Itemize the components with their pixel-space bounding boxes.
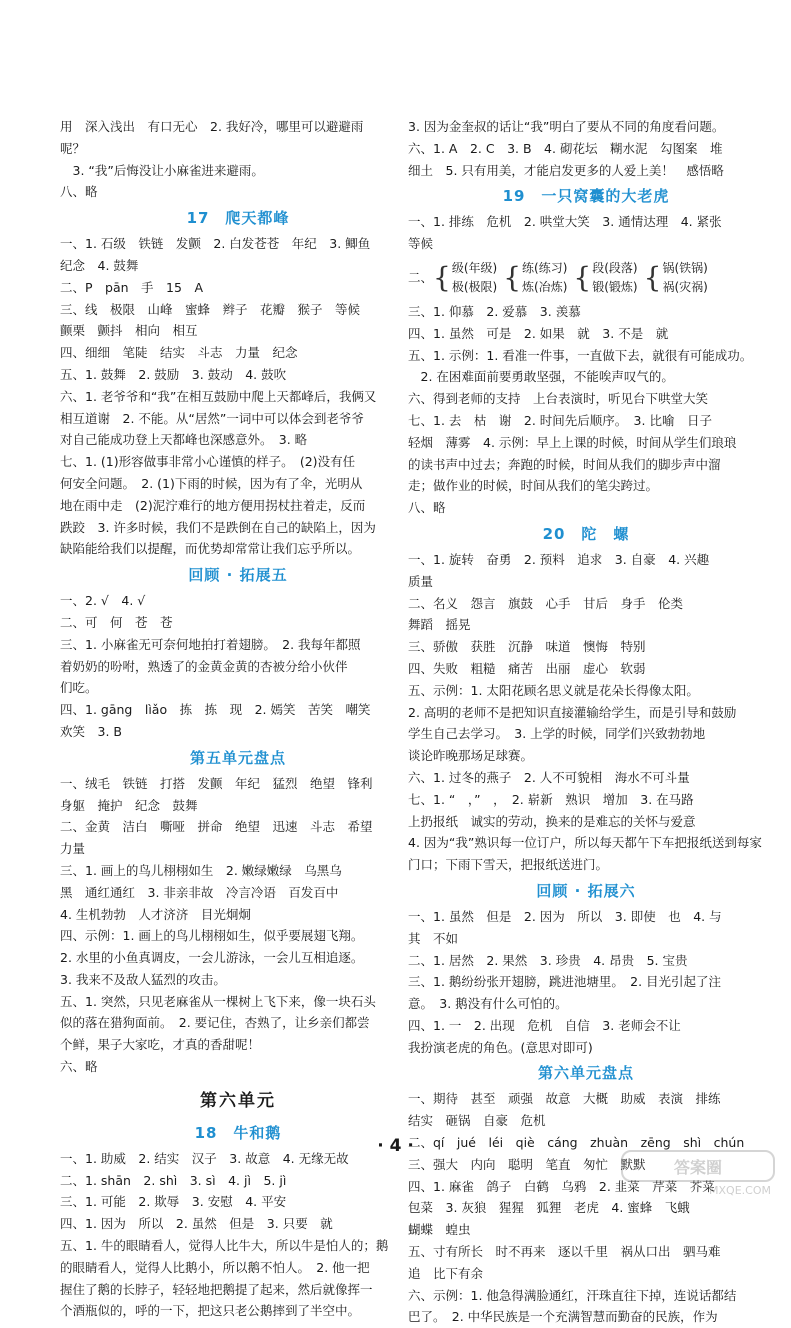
section-title: 回顾 · 拓展五 <box>188 566 288 585</box>
unit-heading: 第六单元 <box>200 1090 276 1111</box>
answer-line: 颤栗 颤抖 相向 相互 <box>60 323 198 339</box>
brace-word: 炼(冶炼) <box>522 279 568 294</box>
section-title: 第五单元盘点 <box>189 748 286 767</box>
answer-line: 七、1. “ ，” ， 2. 崭新 熟识 增加 3. 在马路 <box>408 791 694 807</box>
answer-line: 谈论昨晚那场足球赛。 <box>408 748 534 764</box>
answer-line: 三、1. 小麻雀无可奈何地拍打着翅膀。 2. 我每年都照 <box>60 636 361 652</box>
answer-line: 三、1. 可能 2. 欺辱 3. 安慰 4. 平安 <box>60 1194 287 1210</box>
answer-line: 六、示例：1. 他急得满脸通红，汗珠直往下掉，连说话都结 <box>408 1287 737 1303</box>
brace-word: 级(年级) <box>451 260 498 275</box>
answer-line: 走；做作业的时候，时间从我们的笔尖跨过。 <box>408 478 659 494</box>
page-number: · 4 · <box>377 1136 414 1156</box>
answer-line: 三、线 极限 山峰 蜜蜂 辫子 花瓣 猴子 等候 <box>60 301 361 317</box>
answer-line: 七、1. 去 枯 谢 2. 时间先后顺序。 3. 比喻 日子 <box>408 412 712 428</box>
answer-line: 个酒瓶似的，呼的一下，把这只老公鹅摔到了半空中。 <box>60 1303 361 1319</box>
answer-line: 等候 <box>408 236 434 252</box>
answer-line: 4. 因为“我”熟识每一位订户，所以每天都午下车把报纸送到每家 <box>408 835 762 851</box>
answer-line: 个鲜，果子大家吃，才真的香甜呢！ <box>60 1037 261 1053</box>
section-title: 第六单元盘点 <box>537 1064 634 1083</box>
answer-line: 缺陷能给我们以提醒，而优势却常常让我们忘乎所以。 <box>60 541 361 557</box>
answer-line: 二、金黄 洁白 嘶哑 拼命 绝望 迅速 斗志 希望 <box>60 819 373 835</box>
answer-line: 身躯 掩护 纪念 鼓舞 <box>60 797 198 813</box>
answer-line: 二、P pān 手 15 A <box>60 279 204 295</box>
answer-line: 四、细细 笔陡 结实 斗志 力量 纪念 <box>60 345 298 361</box>
answer-line: 2. 高明的老师不是把知识直接灌输给学生，而是引导和鼓励 <box>408 704 737 720</box>
answer-line: 三、1. 仰慕 2. 爱慕 3. 羡慕 <box>408 303 581 319</box>
section-title: 18 牛和鹅 <box>194 1123 282 1142</box>
section-title: 17 爬天都峰 <box>186 209 290 228</box>
answer-line: 2. 水里的小鱼真调皮，一会儿游泳，一会儿互相追逐。 <box>60 950 364 966</box>
answer-line: 一、1. 助威 2. 结实 汉子 3. 故意 4. 无缘无故 <box>60 1150 349 1166</box>
answer-line: 四、失败 粗糙 痛苦 出丽 虚心 软弱 <box>408 660 646 676</box>
answer-line: 欢笑 3. B <box>60 723 122 739</box>
brace-group <box>433 259 497 297</box>
answer-line: 跌跤 3. 许多时候，我们不是跌倒在自己的缺陷上，因为 <box>60 519 376 535</box>
answer-line: 四、1. 麻雀 鸽子 白鹤 乌鸦 2. 韭菜 芹菜 芥菜 <box>408 1178 715 1194</box>
answer-line: 轻烟 薄雾 4. 示例：早上上课的时候，时间从学生们琅琅 <box>408 434 737 450</box>
answer-line: 五、1. 示例：1. 看准一件事，一直做下去，就很有可能成功。 <box>408 347 753 363</box>
answer-line: 五、1. 鼓舞 2. 鼓励 3. 鼓动 4. 鼓吹 <box>60 366 287 382</box>
brace-icon: { <box>503 260 522 294</box>
answer-line: 二、1. 居然 2. 果然 3. 珍贵 4. 昂贵 5. 宝贵 <box>408 952 688 968</box>
answer-line: 地在雨中走 (2)泥泞难行的地方便用拐杖拄着走，反而 <box>60 497 366 513</box>
answer-line: 3. “我”后悔没让小麻雀进来避雨。 <box>60 162 264 178</box>
answer-line: 对自己能成功登上天都峰也深感意外。 3. 略 <box>60 432 308 448</box>
answer-line: 舞蹈 摇晃 <box>408 617 471 633</box>
answer-line: 六、1. A 2. C 3. B 4. 砌花坛 糊水泥 勾图案 堆 <box>408 140 723 156</box>
answer-line: 着奶奶的吩咐，熟透了的金黄金黄的杏被分给小伙伴 <box>60 658 348 674</box>
brace-word: 锅(铁锅) <box>662 260 708 275</box>
answer-line: 似的落在猎狗面前。 2. 要记住，杏熟了，让乡亲们都尝 <box>60 1015 370 1031</box>
answer-line: 六、1. 过冬的燕子 2. 人不可貌相 海水不可斗量 <box>408 769 690 785</box>
answer-line: 用 深入浅出 有口无心 2. 我好冷，哪里可以避避雨 <box>60 119 364 134</box>
answer-line: 学生自己去学习。 3. 上学的时候，同学们兴致勃勃地 <box>408 726 706 742</box>
brace-group <box>503 259 567 297</box>
answer-line: 相互道谢 2. 不能。从“居然”一词中可以体会到老爷爷 <box>60 410 364 426</box>
answer-line: 三、骄傲 获胜 沉静 味道 懊悔 特别 <box>408 639 646 655</box>
answer-line: 力量 <box>60 841 86 857</box>
answer-line: 一、绒毛 铁链 打搭 发颤 年纪 猛烈 绝望 锋利 <box>60 775 373 791</box>
answer-line: 二、名义 怨言 旗鼓 心手 甘后 身手 伦类 <box>408 595 684 611</box>
answer-line: 二、qí jué léi qiè cáng zhuàn zēng shì chún <box>408 1135 745 1151</box>
answer-line: 包菜 3. 灰狼 猩猩 狐狸 老虎 4. 蜜蜂 飞蛾 <box>408 1200 690 1216</box>
answer-line: 呢？ <box>60 140 86 156</box>
answer-line: 一、2. √ 4. √ <box>60 593 146 609</box>
answer-line: 巴了。 2. 中华民族是一个充满智慧而勤奋的民族，作为 <box>408 1309 718 1325</box>
answer-line: 3. 因为金奎叔的话让“我”明白了要从不同的角度看问题。 <box>408 119 725 134</box>
brace-word: 祸(灾祸) <box>662 279 708 294</box>
section-title: 回顾 · 拓展六 <box>536 881 636 900</box>
answer-line: 六、略 <box>60 1059 98 1075</box>
answer-line: 黑 通红通红 3. 非亲非故 冷言冷语 百发百中 <box>60 884 339 900</box>
watermark <box>621 1150 771 1197</box>
answer-line: 何安全问题。 2. (1)下雨的时候，因为有了伞，光明从 <box>60 475 363 491</box>
answer-line: 八、略 <box>408 500 446 516</box>
brace-icon: { <box>573 260 592 294</box>
answer-line: 2. 在困难面前要勇敢坚强，不能唉声叹气的。 <box>408 369 674 385</box>
answer-line: 三、1. 画上的鸟儿栩栩如生 2. 嫩绿嫩绿 乌黑乌 <box>60 862 342 878</box>
watermark-url: MXQE.COM <box>709 1184 771 1197</box>
answer-line: 二、可 何 苍 苍 <box>60 614 173 630</box>
answer-line: 细土 5. 只有用美，才能启发更多的人爱上美！ 感悟略 <box>408 162 724 178</box>
answer-line: 八、略 <box>60 184 98 200</box>
answer-line: 一、1. 石级 铁链 发颤 2. 白发苍苍 年纪 3. 鲫鱼 <box>60 236 371 252</box>
answer-line: 追 比下有余 <box>408 1265 484 1281</box>
brace-group <box>644 259 708 297</box>
answer-line: 纪念 4. 鼓舞 <box>60 257 139 273</box>
answer-line: 4. 生机勃勃 人才济济 目光炯炯 <box>60 906 251 922</box>
answer-line: 四、1. 一 2. 出现 危机 自信 3. 老师会不让 <box>408 1017 681 1033</box>
answer-line: 一、1. 虽然 但是 2. 因为 所以 3. 即使 也 4. 与 <box>408 908 722 924</box>
answer-line: 们吃。 <box>60 680 98 696</box>
brace-word: 练(练习) <box>522 260 568 275</box>
answer-line: 六、得到老师的支持 上台表演时，听见台下哄堂大笑 <box>408 391 709 407</box>
brace-icon: { <box>433 260 451 294</box>
answer-line: 一、1. 旋转 奋勇 2. 预料 追求 3. 自豪 4. 兴趣 <box>408 551 710 567</box>
answer-line: 四、1. 虽然 可是 2. 如果 就 3. 不是 就 <box>408 325 669 341</box>
brace-word: 极(极限) <box>451 279 498 294</box>
answer-line: 五、示例：1. 太阳花顾名思义就是花朵长得像太阳。 <box>408 682 699 698</box>
brace-word: 锻(锻炼) <box>592 279 638 294</box>
brace-label: 二、 <box>408 270 434 286</box>
answer-line: 四、1. gāng lìǎo 拣 拣 现 2. 嫣笑 苦笑 嘲笑 <box>60 702 371 718</box>
section-title: 19 一只窝囊的大老虎 <box>502 187 670 206</box>
answer-line: 意。 3. 鹅没有什么可怕的。 <box>408 996 568 1012</box>
answer-line: 上扔报纸 诚实的劳动，换来的是难忘的关怀与爱意 <box>408 813 696 829</box>
answer-line: 一、期待 甚至 顽强 故意 大概 助威 表演 排练 <box>408 1091 721 1107</box>
top-scan-strip <box>0 0 791 18</box>
answer-line: 三、强大 内向 聪明 笔直 匆忙 默默 <box>408 1156 646 1172</box>
answer-line: 六、1. 老爷爷和“我”在相互鼓励中爬上天都峰后，我俩又 <box>60 388 377 404</box>
answer-line: 其 不如 <box>408 930 459 946</box>
answer-line: 四、1. 因为 所以 2. 虽然 但是 3. 只要 就 <box>60 1216 333 1232</box>
brace-icon: { <box>643 260 662 294</box>
answer-line: 的读书声中过去；奔跑的时候，时间从我们的脚步声中溜 <box>408 456 721 472</box>
brace-group <box>573 259 637 297</box>
answer-line: 四、示例：1. 画上的鸟儿栩栩如生，似乎要展翅飞翔。 <box>60 928 364 944</box>
answer-line: 七、1. (1)形容做事非常小心谨慎的样子。 (2)没有任 <box>60 454 356 470</box>
section-title: 20 陀 螺 <box>542 524 630 543</box>
answer-line: 蝴蝶 蝗虫 <box>408 1222 471 1238</box>
answer-line: 一、1. 排练 危机 2. 哄堂大笑 3. 通情达理 4. 紧张 <box>408 214 722 230</box>
answer-line: 握住了鹅的长脖子，轻轻地把鹅提了起来，然后就像挥一 <box>60 1281 373 1297</box>
watermark-logo: 答案圈 <box>621 1150 775 1182</box>
answer-line: 3. 我来不及敌人猛烈的攻击。 <box>60 971 226 987</box>
answer-line: 五、1. 突然，只见老麻雀从一棵树上飞下来，像一块石头 <box>60 993 376 1009</box>
answer-line: 五、寸有所长 时不再来 逐以千里 祸从口出 驷马难 <box>408 1244 721 1260</box>
brace-word: 段(段落) <box>592 260 638 275</box>
answer-line: 质量 <box>408 573 434 589</box>
answer-line: 结实 砸锅 自豪 危机 <box>408 1113 546 1129</box>
answer-line: 二、1. shān 2. shì 3. sì 4. jì 5. jì <box>60 1172 287 1188</box>
answer-line: 五、1. 牛的眼睛看人，觉得人比牛大，所以牛是怕人的；鹅 <box>60 1238 389 1254</box>
brace-answer-block <box>408 255 764 301</box>
answer-line: 门口；下雨下雪天，把报纸送进门。 <box>408 857 609 873</box>
answer-line: 三、1. 鹅纷纷张开翅膀，跳进池塘里。 2. 目光引起了注 <box>408 974 722 990</box>
answer-line: 的眼睛看人，觉得人比鹅小，所以鹅不怕人。 2. 他一把 <box>60 1259 370 1275</box>
answer-line: 我扮演老虎的角色。(意思对即可) <box>408 1039 593 1055</box>
